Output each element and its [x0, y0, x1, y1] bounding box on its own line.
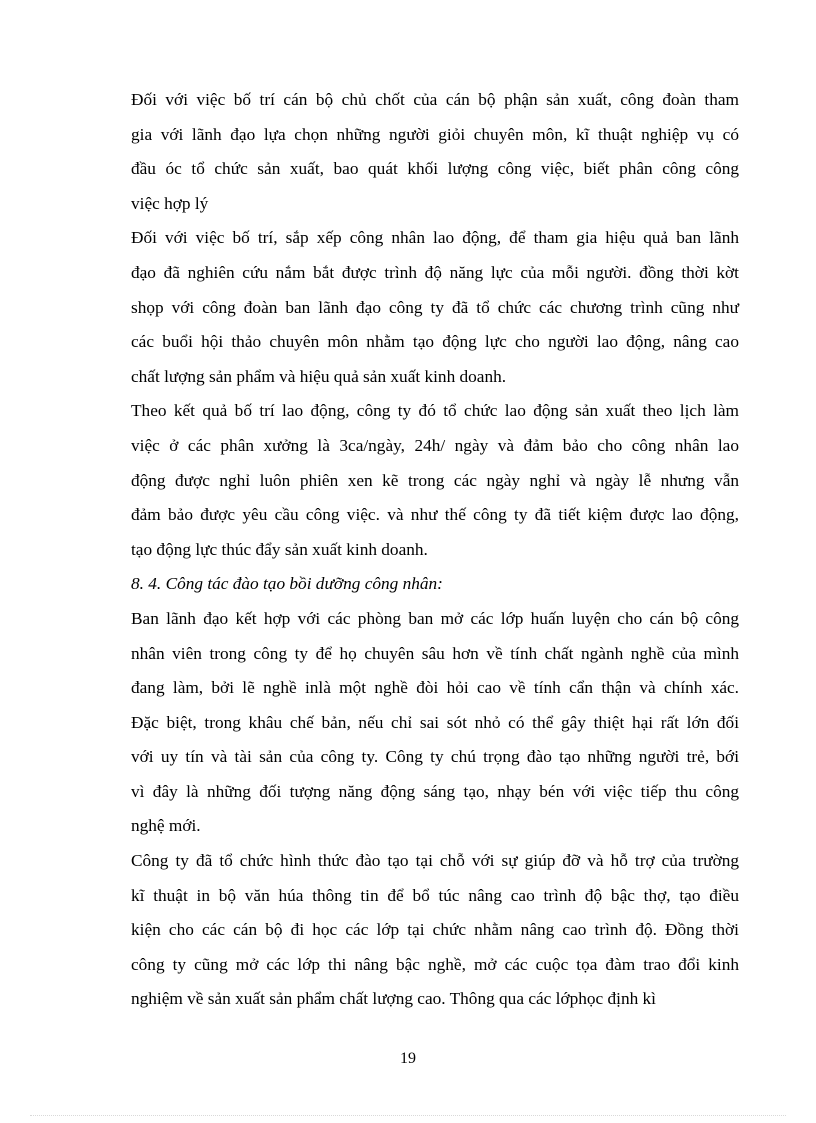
paragraph-line: kĩ thuật in bộ văn húa thông tin để bổ túc nâng cao trình độ bậc thợ, tạo điều	[131, 885, 739, 905]
paragraph-1	[131, 83, 739, 221]
paragraph-line: Công ty đã tổ chức hình thức đào tạo tại chỗ với sự giúp đỡ và hỗ trợ của trường	[131, 851, 739, 871]
paragraph-line: đầu óc tổ chức sản xuất, bao quát khối lượng công việc, biết phân công công	[131, 159, 739, 179]
paragraph-line: shọp với công đoàn ban lãnh đạo công ty đã tổ chức các chương trình cũng như	[131, 297, 739, 317]
paragraph-line: gia với lãnh đạo lựa chọn những người giỏi chuyên môn, kĩ thuật nghiệp vụ có	[131, 124, 739, 144]
paragraph-line: với uy tín và tài sản của công ty. Công ty chú trọng đào tạo những người trẻ, bới	[131, 747, 739, 767]
paragraph-line: tạo động lực thúc đẩy sản xuất kinh doanh.	[131, 539, 428, 559]
paragraph-line: vì đây là những đối tượng năng động sáng tạo, nhạy bén với việc tiếp thu công	[131, 781, 739, 801]
page-number: 19	[400, 1050, 416, 1067]
paragraph-line: việc ở các phân xưởng là 3ca/ngày, 24h/ ngày và đảm bảo cho công nhân lao	[131, 435, 739, 455]
paragraph-line: Theo kết quả bố trí lao động, công ty đó tổ chức lao động sản xuất theo lịch làm	[131, 401, 739, 421]
paragraph-line: công ty cũng mở các lớp thi nâng bậc nghề, mở các cuộc tọa đàm trao đổi kinh	[131, 954, 739, 974]
paragraph-4	[131, 602, 739, 844]
page-body	[131, 83, 739, 1017]
paragraph-line: đảm bảo được yêu cầu công việc. và như thế công ty đã tiết kiệm được lao động,	[131, 505, 739, 525]
paragraph-line: nghiệm về sản xuất sản phẩm chất lượng cao. Thông qua các lớphọc định kì	[131, 989, 656, 1009]
paragraph-line: nhân viên trong công ty để họ chuyên sâu hơn về tính chất ngành nghề của mình	[131, 643, 739, 663]
paragraph-line: kiện cho các cán bộ đi học các lớp tại chức nhằm nâng cao trình độ. Đồng thời	[131, 920, 739, 940]
paragraph-line: đạo đã nghiên cứu nắm bắt được trình độ năng lực của mỗi người. đồng thời kờt	[131, 262, 739, 282]
section-heading: 8. 4. Công tác đào tạo bồi dưỡng công nhân:	[131, 574, 443, 594]
paragraph-line: đang làm, bởi lẽ nghề inlà một nghề đòi hỏi cao về tính cẩn thận và chính xác.	[131, 678, 739, 698]
paragraph-line: Đối với việc bố trí, sắp xếp công nhân lao động, để tham gia hiệu quả ban lãnh	[131, 228, 739, 248]
paragraph-line: Ban lãnh đạo kết hợp với các phòng ban mở các lớp huấn luyện cho cán bộ công	[131, 608, 739, 628]
paragraph-line: Đối với việc bố trí cán bộ chủ chốt của cán bộ phận sản xuất, công đoàn tham	[131, 90, 739, 109]
footer-divider	[30, 1115, 786, 1116]
paragraph-5	[131, 844, 739, 1017]
paragraph-3	[131, 394, 739, 567]
paragraph-line: Đặc biệt, trong khâu chế bản, nếu chỉ sai sót nhỏ có thể gây thiệt hại rất lớn đối	[131, 712, 739, 732]
paragraph-line: các buổi hội thảo chuyên môn nhằm tạo động lực cho người lao động, nâng cao	[131, 332, 739, 352]
paragraph-line: chất lượng sản phẩm và hiệu quả sản xuất kinh doanh.	[131, 366, 507, 386]
paragraph-line: nghệ mới.	[131, 816, 201, 836]
paragraph-2	[131, 221, 739, 394]
paragraph-line: việc hợp lý	[131, 193, 209, 213]
paragraph-line: động được nghỉ luôn phiên xen kẽ trong các ngày nghỉ và ngày lễ nhưng vẫn	[131, 470, 739, 490]
